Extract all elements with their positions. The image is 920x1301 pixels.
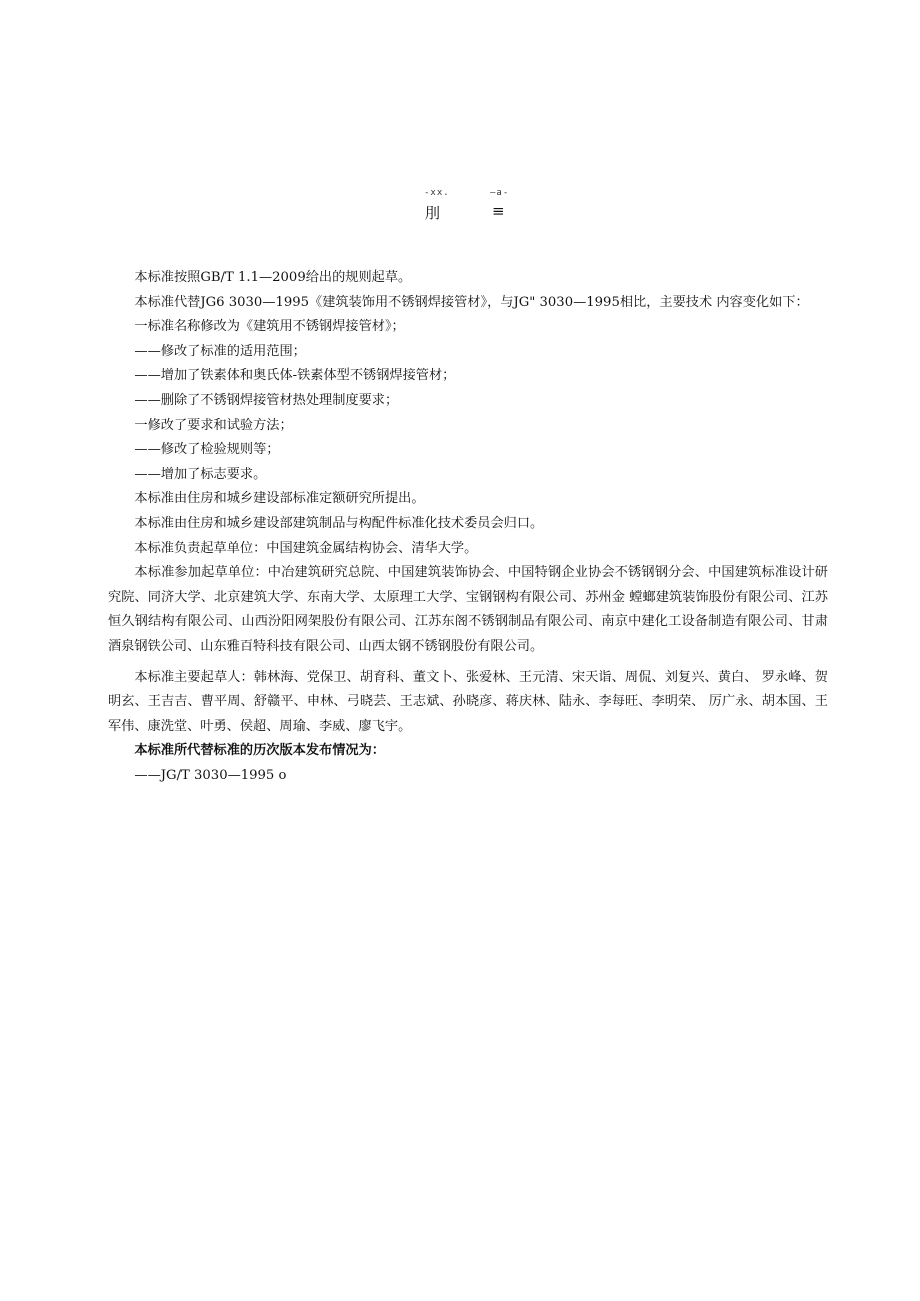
paragraph-proposer: 本标准由住房和城乡建设部标准定额研究所提出。 [134, 491, 425, 507]
history-item: ——JG/T 3030—1995 o [134, 767, 287, 783]
paragraph-committee: 本标准由住房和城乡建设部建筑制品与构配件标准化技术委员会归口。 [134, 515, 544, 531]
change-item: ——修改了标准的适用范围； [134, 343, 306, 359]
paragraph-replacement: 本标准代替JG6 3030—1995《建筑装饰用不锈钢焊接管材》，与JG" 3030—1995相比，主要技术 内容变化如下： [134, 294, 809, 310]
paragraph-main-drafters: 本标准主要起草人：韩林海、党保卫、胡育科、董文卜、张爱林、王元清、宋天诣、周侃、刘复兴、黄白、 罗永峰、贺明玄、王吉吉、曹平周、舒赣平、申林、弓晓芸、王志斌、孙晓彦、蒋庆林、陆永、李每旺、李明荣、 厉广永、胡本国、王军伟、康洗堂、叶勇、侯超、周瑜、李威、廖飞宇。 [108, 669, 828, 734]
heading-small-right: —a- [490, 188, 510, 198]
change-item: 一修改了要求和试验方法； [134, 417, 293, 433]
change-item: ——删除了不锈钢焊接管材热处理制度要求； [134, 392, 399, 408]
heading-title-right: ≡ [492, 202, 505, 220]
preface-body [108, 266, 828, 788]
change-item: 一标准名称修改为《建筑用不锈钢焊接管材》； [134, 319, 405, 335]
change-item: ——增加了铁素体和奥氏体-铁素体型不锈钢焊接管材； [134, 368, 456, 384]
paragraph-drafting-rules: 本标准按照GB/T 1.1—2009给出的规则起草。 [134, 270, 412, 285]
paragraph-participating-units: 本标准参加起草单位：中冶建筑研究总院、中国建筑装饰协会、中国特钢企业协会不锈钢钢分会、中国建筑标准设计研究院、同济大学、北京建筑大学、东南大学、太原理工大学、宝钢钢构有限公司、苏州金 螳螂建筑装饰股份有限公司、江苏恒久钢结构有限公司、山西汾阳网架股份有限公司、江苏东阁不锈钢制品有限公司、南京中建化工设备制造有限公司、甘肃酒泉钢铁公司、山东雅百特科技有限公司、山西太钢不锈钢股份有限公司。 [108, 565, 828, 654]
heading-small-left: -xx. [424, 188, 450, 198]
heading-title-left: 刖 [425, 204, 441, 222]
change-item: ——修改了检验规则等； [134, 442, 280, 458]
paragraph-responsible-unit: 本标准负责起草单位：中国建筑金属结构协会、清华大学。 [134, 540, 478, 556]
change-item: ——增加了标志要求。 [134, 466, 267, 482]
paragraph-history-intro: 本标准所代替标准的历次版本发布情况为： [134, 743, 385, 759]
